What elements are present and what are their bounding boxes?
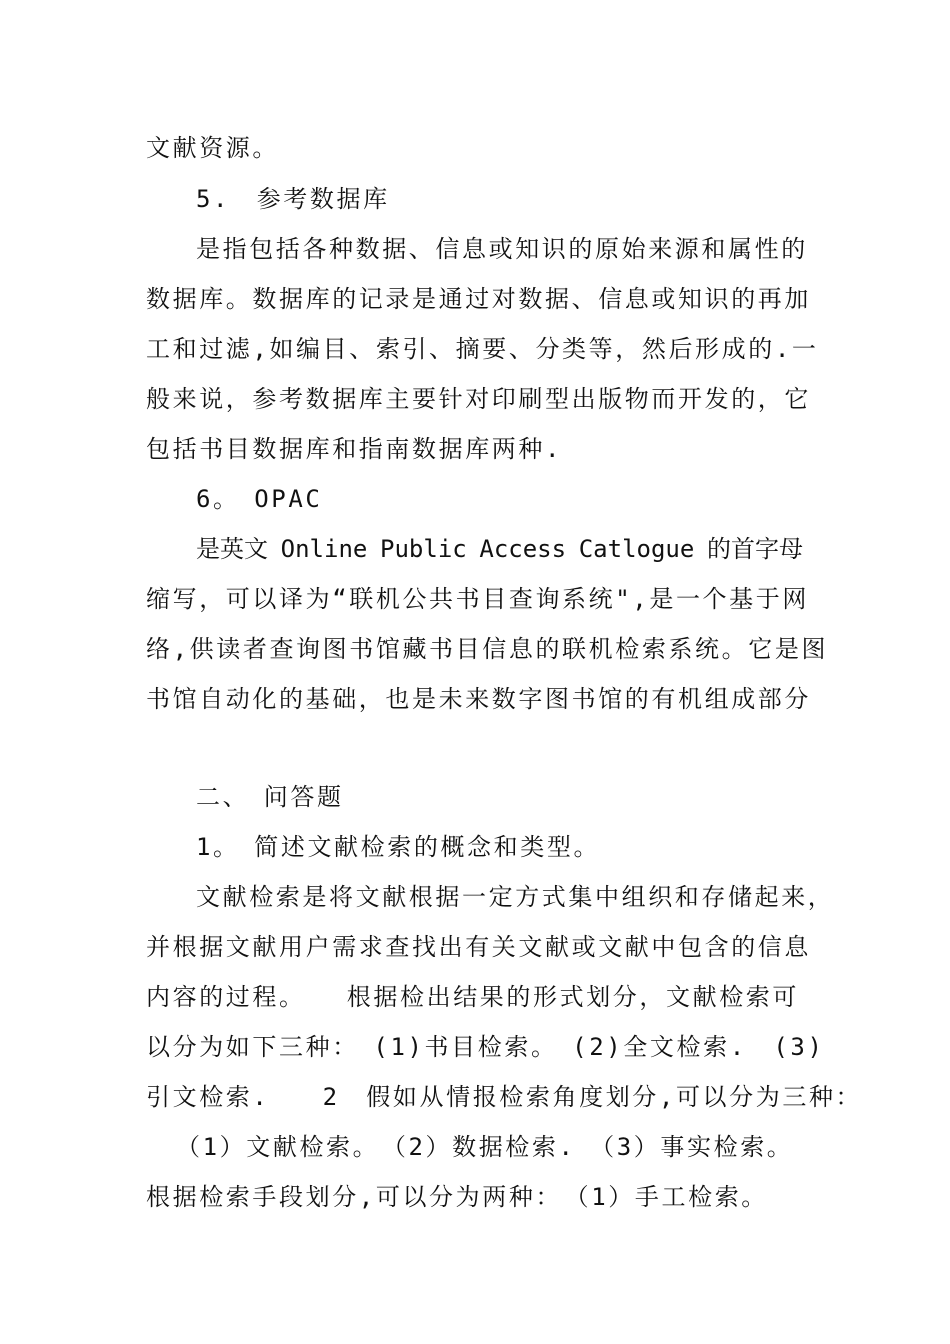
section-heading: 6。 OPAC xyxy=(196,485,323,513)
text-line: 般来说，参考数据库主要针对印刷型出版物而开发的，它 xyxy=(146,385,811,413)
text-line: 书馆自动化的基础，也是未来数字图书馆的有机组成部分 xyxy=(146,685,811,713)
text-line: 内容的过程。 根据检出结果的形式划分，文献检索可 xyxy=(146,983,799,1011)
text-line: 文献检索是将文献根据一定方式集中组织和存储起来， xyxy=(196,883,835,911)
text-line: 文献资源。 xyxy=(146,134,279,162)
text-line: （1）文献检索。 （2）数据检索. （3）事实检索。 xyxy=(176,1133,794,1161)
text-line: 数据库。数据库的记录是通过对数据、信息或知识的再加 xyxy=(146,285,811,313)
text-line: 络,供读者查询图书馆藏书目信息的联机检索系统。它是图 xyxy=(146,635,829,663)
text-line: 引文检索. 2 假如从情报检索角度划分,可以分为三种： xyxy=(146,1083,863,1111)
text-segment: Public xyxy=(380,535,467,563)
text-line: 是指包括各种数据、信息或知识的原始来源和属性的 xyxy=(196,235,808,263)
section-heading: 5. 参考数据库 xyxy=(196,185,390,213)
text-segment: Online xyxy=(280,535,368,563)
text-line: 缩写，可以译为“联机公共书目查询系统",是一个基于网 xyxy=(146,585,809,613)
text-line: 包括书目数据库和指南数据库两种. xyxy=(146,435,563,463)
question-heading: 1。 简述文献检索的概念和类型。 xyxy=(196,833,601,861)
text-line: 以分为如下三种： (1)书目检索。 (2)全文检索. (3) xyxy=(146,1033,825,1061)
text-line: 工和过滤,如编目、索引、摘要、分类等，然后形成的.一 xyxy=(146,335,819,363)
text-segment: 的首字母 xyxy=(706,535,803,563)
text-segment: Catlogue xyxy=(578,535,695,563)
text-line: 根据检索手段划分,可以分为两种： （1）手工检索。 xyxy=(146,1183,768,1211)
section-heading: 二、 问答题 xyxy=(196,783,344,811)
text-line-justified xyxy=(196,534,803,564)
text-segment: Access xyxy=(479,535,567,563)
text-line: 并根据文献用户需求查找出有关文献或文献中包含的信息 xyxy=(146,933,811,961)
text-segment: 是英文 xyxy=(196,535,268,563)
